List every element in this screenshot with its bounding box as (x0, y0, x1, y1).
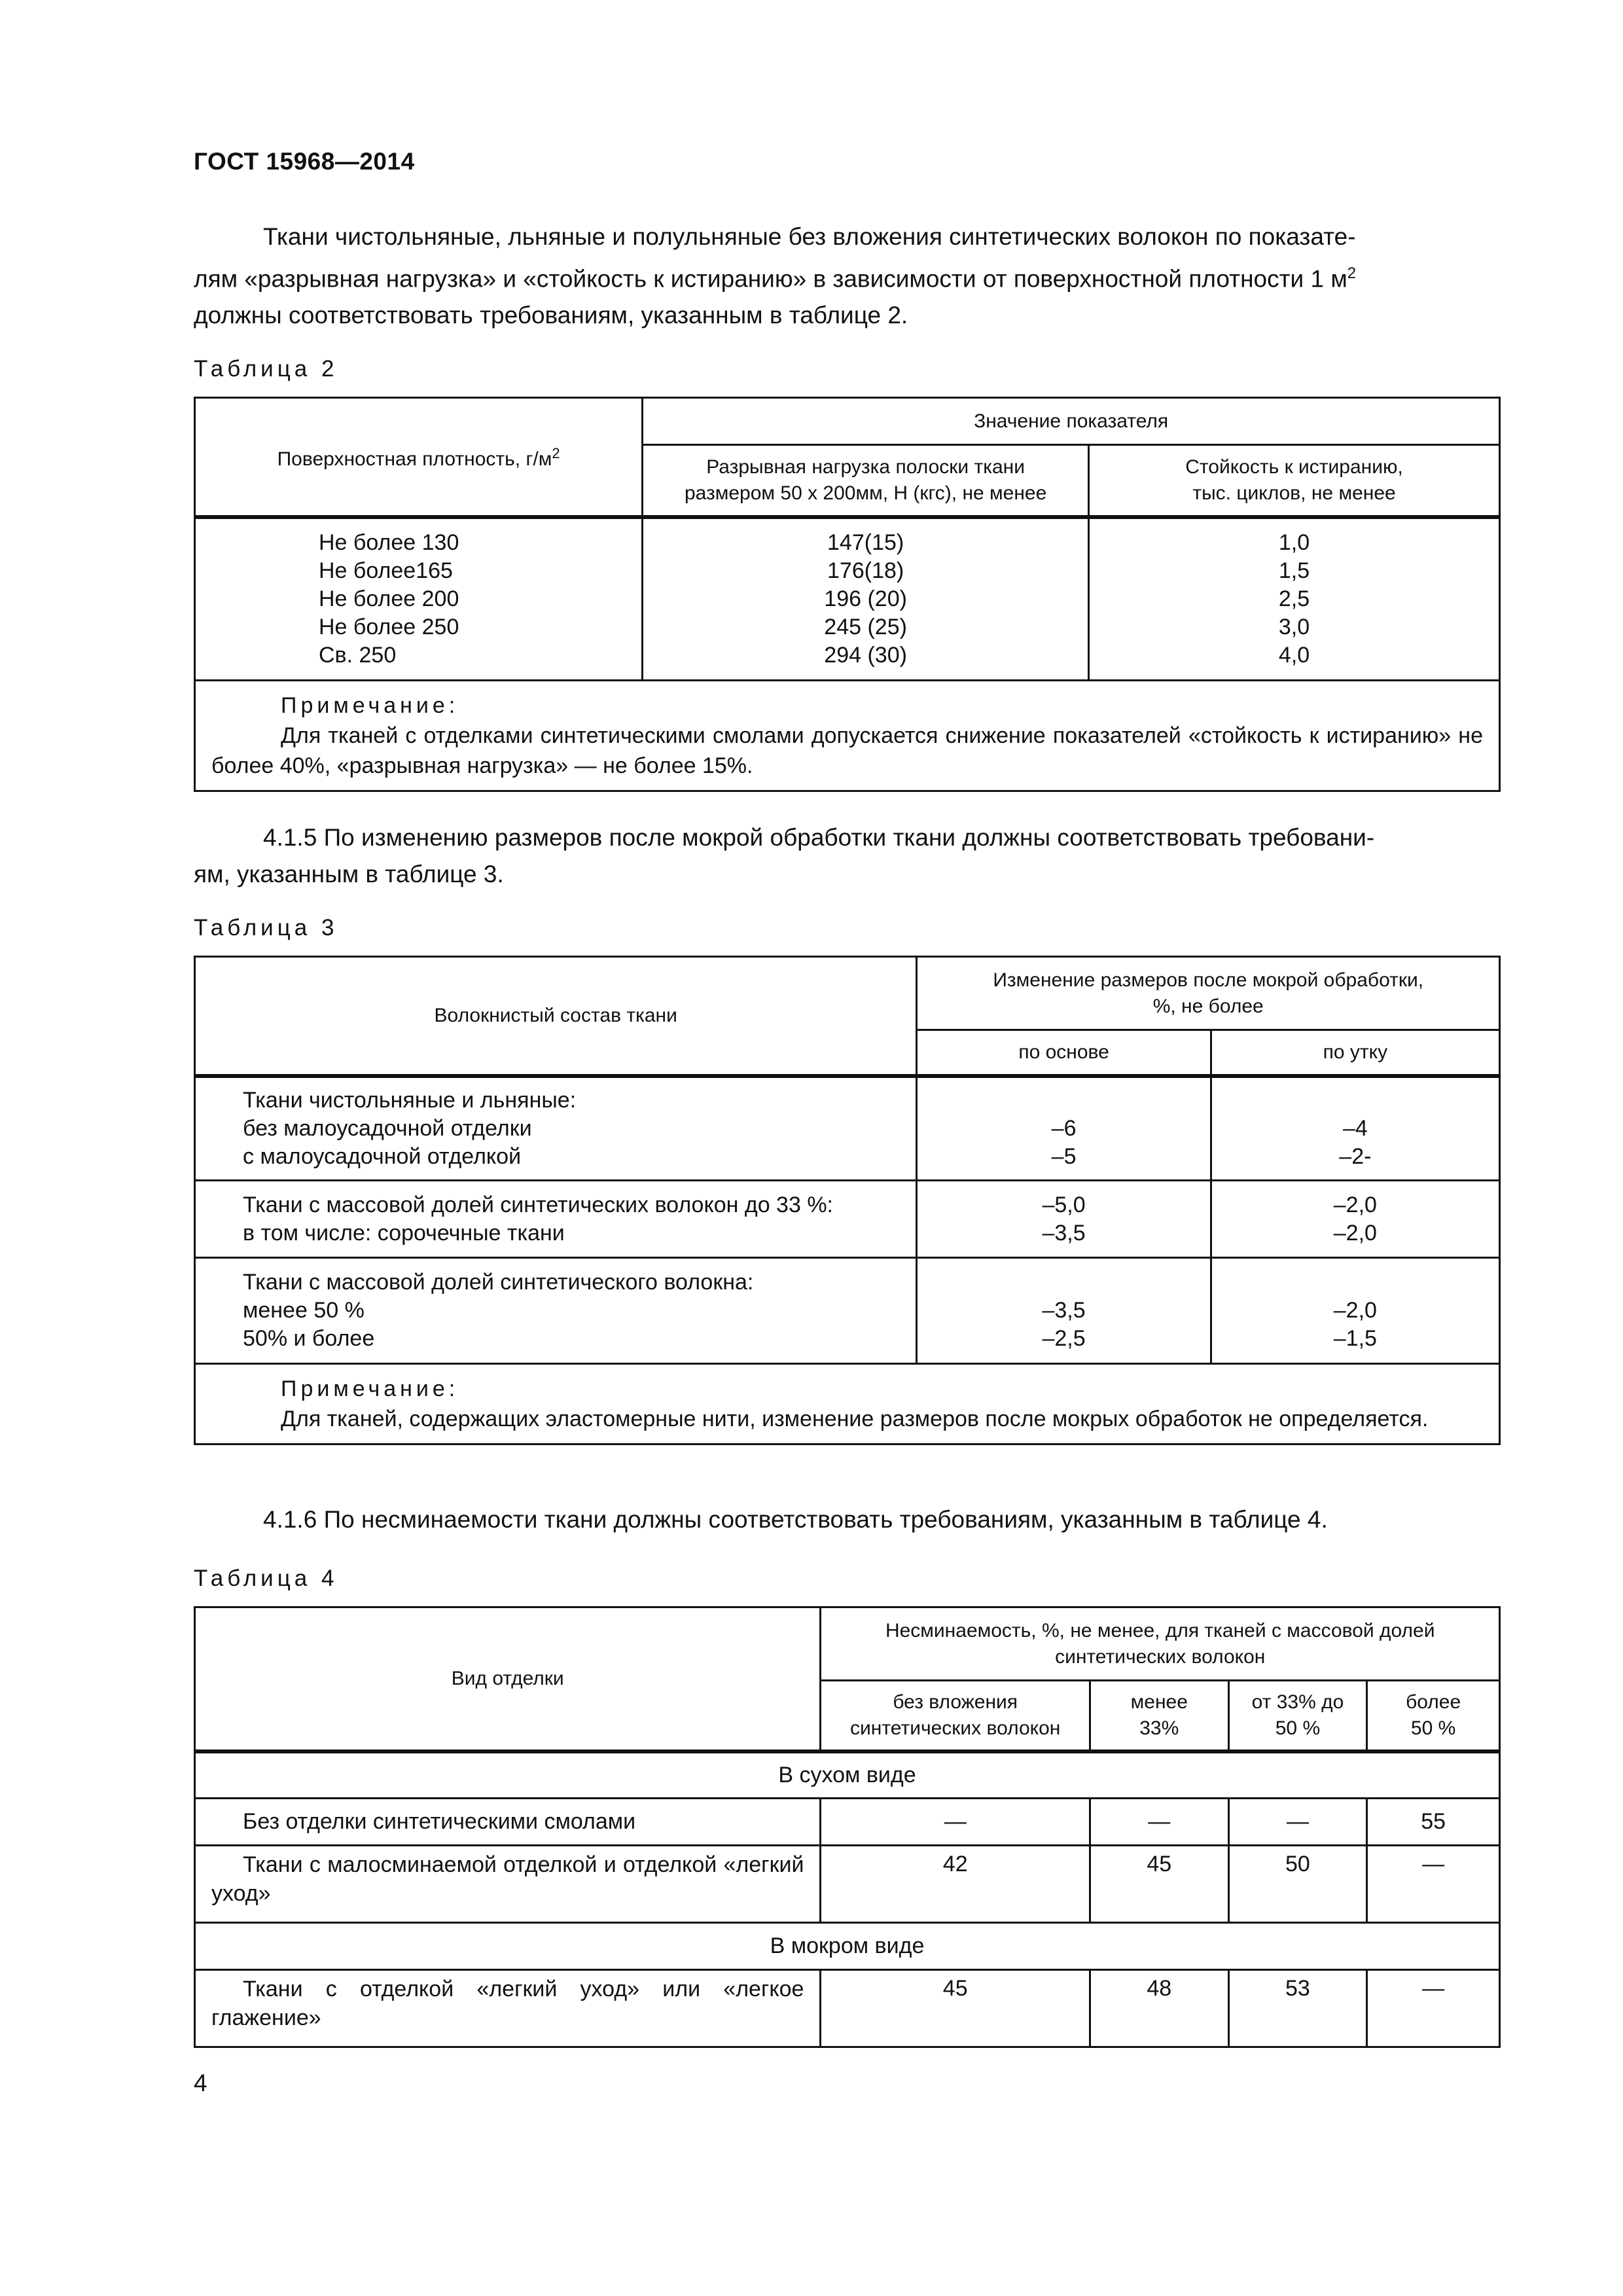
table4-subheader-none: без вложения синтетических волокон (821, 1681, 1090, 1751)
table4-value: 55 (1367, 1799, 1500, 1846)
table-row-value: Не более 130 (319, 529, 459, 555)
table4-value: 53 (1228, 1970, 1367, 2047)
table4-value: 45 (821, 1970, 1090, 2047)
table4-value: 48 (1090, 1970, 1228, 2047)
table2-abrasion-cell (1089, 517, 1500, 681)
table3-group3-label: Ткани с массовой долей синтетического волокна: менее 50 % 50% и более (195, 1258, 917, 1364)
table4-value: — (1367, 1970, 1500, 2047)
table4-section-dry: В сухом виде (195, 1751, 1500, 1799)
table3-group2-label: Ткани с массовой долей синтетических волокон до 33 %: в том числе: сорочечные ткани (195, 1181, 917, 1258)
table4-section-wet: В мокром виде (195, 1923, 1500, 1970)
note-title: Примечание: (281, 1376, 459, 1401)
table3-col1-header: Волокнистый состав ткани (195, 957, 917, 1076)
table4-subheader-33-50: от 33% до 50 % (1228, 1681, 1367, 1751)
table-4 (194, 1606, 1501, 2048)
note-text: Для тканей, содержащих эластомерные нити, изменение размеров после мокрых обработок не определяется. (281, 1407, 1429, 1431)
note-text: Для тканей с отделками синтетическими смолами допускается снижение показателей «стойкость к истиранию» не более 40%, «разрывная нагрузка» — не более 15%. (211, 723, 1483, 778)
table4-value: 50 (1228, 1846, 1367, 1923)
table-2 (194, 397, 1501, 792)
table-row-value: 3,0 (1278, 614, 1310, 639)
intro-paragraph (194, 219, 1500, 334)
table3-col3-header: по утку (1211, 1030, 1499, 1076)
table-row-value: 176(18) (827, 558, 904, 583)
table2-col3-header: Стойкость к истиранию, тыс. циклов, не менее (1089, 445, 1500, 517)
table3-group2-weft: –2,0 –2,0 (1211, 1181, 1499, 1258)
table-row-value: 196 (20) (824, 586, 907, 611)
table2-caption: Таблица 2 (194, 356, 338, 382)
table3-col2-header: по основе (917, 1030, 1211, 1076)
para-415-line-1: 4.1.5 По изменению размеров после мокрой обработки ткани должны соответствовать требовани- (263, 824, 1375, 851)
table4-subheader-lt33: менее 33% (1090, 1681, 1228, 1751)
table3-group3-weft: –2,0 –1,5 (1211, 1258, 1499, 1364)
table2-load-cell (643, 517, 1089, 681)
table-row-value: 147(15) (827, 529, 904, 555)
table-row-value: 4,0 (1278, 642, 1310, 668)
table4-value: 42 (821, 1846, 1090, 1923)
table-row-value: Не более165 (319, 558, 453, 583)
table2-density-cell (195, 517, 643, 681)
table-row-value: 2,5 (1278, 586, 1310, 611)
table2-note (195, 681, 1500, 791)
table4-value: — (821, 1799, 1090, 1846)
paragraph-4-1-6: 4.1.6 По несминаемости ткани должны соответствовать требованиям, указанным в таблице 4. (263, 1506, 1328, 1533)
table4-value: — (1228, 1799, 1367, 1846)
table2-group-header: Значение показателя (643, 398, 1500, 445)
intro-line-2: лям «разрывная нагрузка» и «стойкость к истиранию» в зависимости от поверхностной плотности 1 $м^2$ (194, 264, 1357, 293)
table4-row-name: Ткани с малосминаемой отделкой и отделкой «легкий уход» (195, 1846, 821, 1923)
table-row-value: Св. 250 (319, 642, 397, 668)
page-number: 4 (194, 2070, 207, 2096)
table4-caption: Таблица 4 (194, 1566, 338, 1591)
table3-group1-weft: –4 –2- (1211, 1076, 1499, 1181)
table3-note (195, 1364, 1500, 1444)
note-title: Примечание: (281, 693, 459, 718)
table2-col1-header: Поверхностная плотность, $г/м^2$ (195, 398, 643, 517)
table-row-value: 294 (30) (824, 642, 907, 668)
table-3 (194, 956, 1501, 1445)
table-row-value: 1,0 (1278, 529, 1310, 555)
table3-group-header: Изменение размеров после мокрой обработки, %, не более (917, 957, 1500, 1030)
document-header: ГОСТ 15968—2014 (194, 148, 415, 175)
table3-group3-warp: –3,5 –2,5 (917, 1258, 1211, 1364)
table3-group1-label: Ткани чистольняные и льняные: без малоусадочной отделки с малоусадочной отделкой (195, 1076, 917, 1181)
table-row-value: 1,5 (1278, 558, 1310, 583)
table2-col2-header: Разрывная нагрузка полоски ткани размером 50 х 200мм, Н (кгс), не менее (643, 445, 1089, 517)
table-row-value: Не более 250 (319, 614, 459, 639)
table3-group1-warp: –6 –5 (917, 1076, 1211, 1181)
table3-group2-warp: –5,0 –3,5 (917, 1181, 1211, 1258)
table-row-value: 245 (25) (824, 614, 907, 639)
para-415-line-2: ям, указанным в таблице 3. (194, 861, 504, 888)
table3-caption: Таблица 3 (194, 915, 338, 941)
table4-row-name: Без отделки синтетическими смолами (195, 1799, 821, 1846)
intro-line-1: Ткани чистольняные, льняные и полульняные без вложения синтетических волокон по показате- (263, 223, 1356, 250)
table4-subheader-gt50: более 50 % (1367, 1681, 1500, 1751)
table4-row-name: Ткани с отделкой «легкий уход» или «легкое глажение» (195, 1970, 821, 2047)
table4-value: 45 (1090, 1846, 1228, 1923)
table4-col1-header: Вид отделки (195, 1607, 821, 1751)
table4-value: — (1090, 1799, 1228, 1846)
intro-line-3: должны соответствовать требованиям, указанным в таблице 2. (194, 302, 908, 329)
table-row-value: Не более 200 (319, 586, 459, 611)
paragraph-4-1-5 (194, 819, 1500, 893)
table4-value: — (1367, 1846, 1500, 1923)
table4-group-header: Несминаемость, %, не менее, для тканей с массовой долей синтетических волокон (821, 1607, 1500, 1681)
